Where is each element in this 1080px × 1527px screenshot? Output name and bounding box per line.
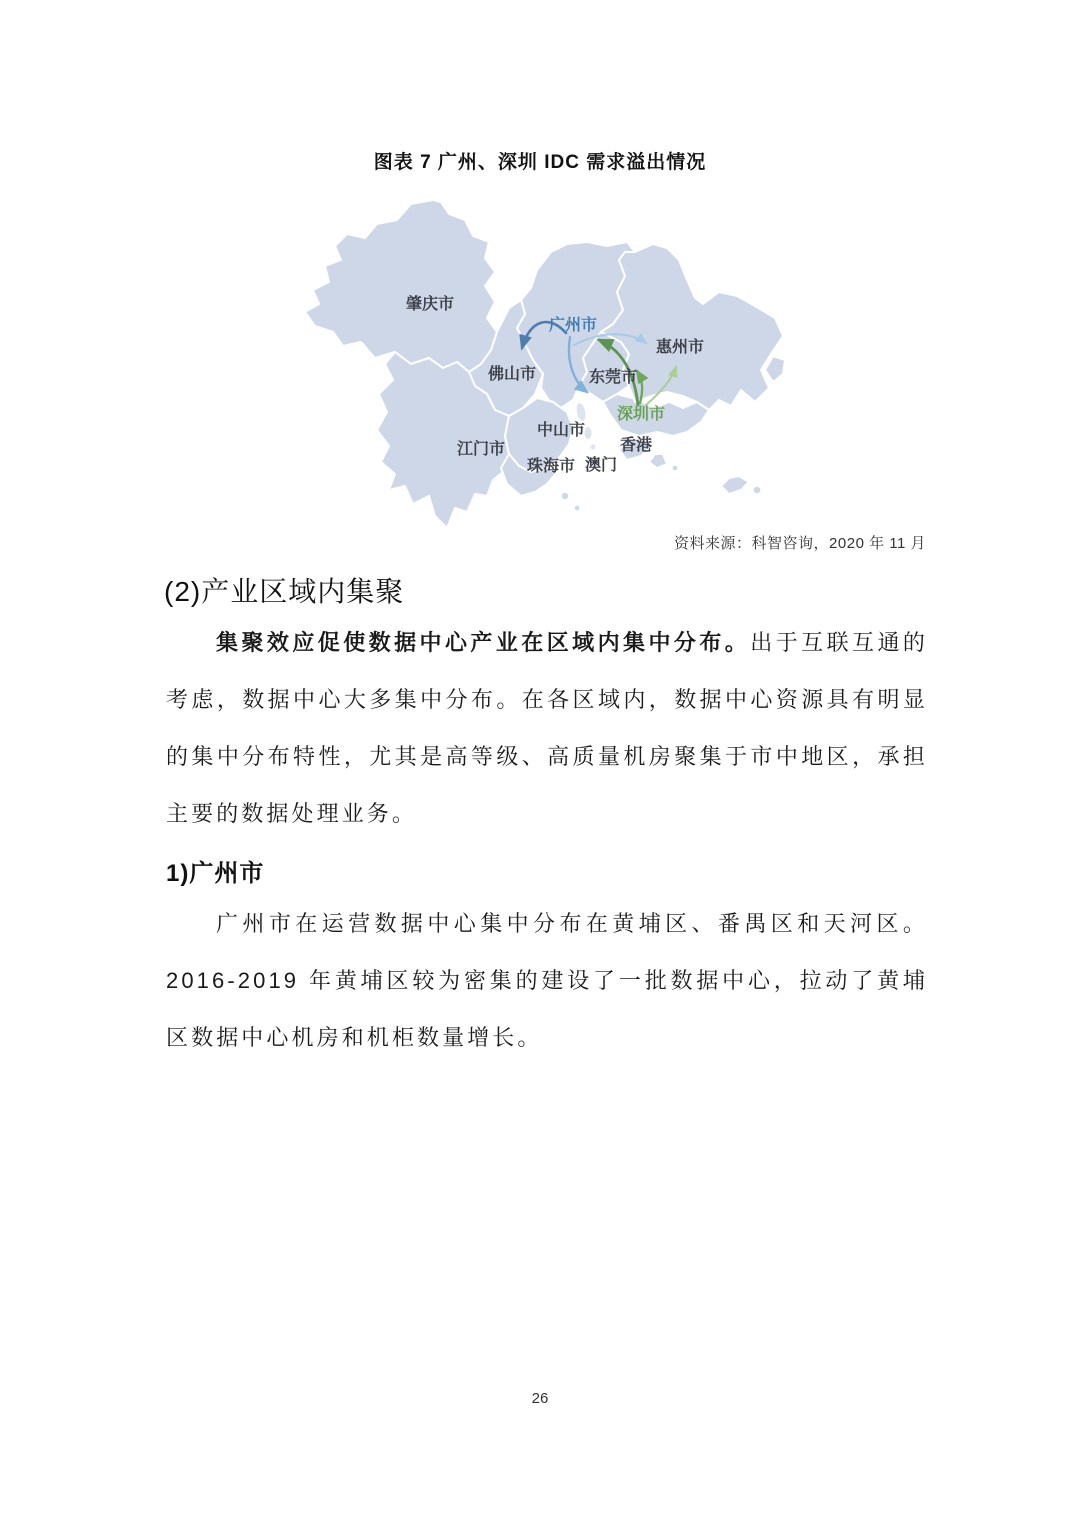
- paragraph-1-lead: 集聚效应促使数据中心产业在区域内集中分布。: [216, 630, 751, 655]
- label-huizhou: 惠州市: [655, 339, 705, 356]
- label-zhaoqing: 肇庆市: [405, 296, 455, 313]
- label-foshan: 佛山市: [487, 366, 537, 383]
- paragraph-1-rest: 出于互联互通的考虑，数据中心大多集中分布。在各区域内，数据中心资源具有明显的集中分布特性，尤其是高等级、高质量机房聚集于市中地区，承担主要的数据处理业务。: [166, 630, 928, 826]
- island-southeast-small: [753, 486, 761, 494]
- page-number: 26: [531, 1390, 549, 1407]
- island-estuary-2: [585, 427, 592, 439]
- island-estuary-1: [575, 402, 587, 421]
- label-shenzhen: 深圳市: [616, 406, 666, 423]
- subsection-heading: 1)广州市: [166, 860, 265, 887]
- region-zhaoqing: [305, 200, 497, 372]
- label-zhongshan: 中山市: [536, 422, 586, 439]
- island-southeast: [721, 476, 749, 494]
- section-heading: (2)产业区域内集聚: [164, 576, 405, 607]
- label-zhuhai: 珠海市: [526, 458, 576, 475]
- figure-source: 资料来源：科智咨询，2020 年 11 月: [674, 535, 926, 552]
- island-hongkong-small: [672, 465, 678, 471]
- island-estuary-3: [591, 445, 596, 450]
- bay-area-map: [283, 196, 788, 531]
- label-jiangmen: 江门市: [456, 441, 506, 458]
- label-macau: 澳门: [584, 457, 618, 474]
- island-hongkong: [649, 454, 667, 468]
- island-zhuhai-1: [561, 492, 569, 500]
- figure-title: 图表 7 广州、深圳 IDC 需求溢出情况: [373, 152, 707, 173]
- label-dongguan: 东莞市: [588, 369, 638, 386]
- label-hongkong: 香港: [619, 437, 653, 454]
- paragraph-2: 广州市在运营数据中心集中分布在黄埔区、番禺区和天河区。2016-2019 年黄埔区较为密集的建设了一批数据中心，拉动了黄埔区数据中心机房和机柜数量增长。: [166, 911, 928, 1050]
- paragraph-1: [166, 614, 928, 842]
- map-regions: [305, 200, 785, 528]
- map-figure: [283, 196, 788, 531]
- label-guangzhou: 广州市: [548, 317, 598, 334]
- island-zhuhai-2: [574, 505, 580, 511]
